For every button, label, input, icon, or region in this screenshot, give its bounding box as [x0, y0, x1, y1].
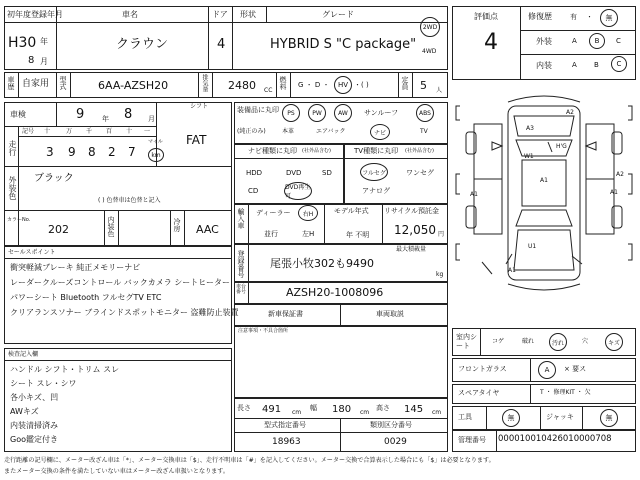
- management-value: 000010010426010000708: [498, 434, 612, 444]
- diagram-label-a3: A3: [526, 125, 534, 132]
- int-grade: B: [594, 61, 599, 69]
- tools-value: 無: [507, 414, 515, 422]
- nav-item-text: DVD再生可: [285, 184, 311, 200]
- length-unit: cm: [292, 409, 302, 416]
- equipment-item: エアバック: [316, 128, 346, 135]
- first-reg-year-unit: 年: [40, 37, 48, 46]
- ext-grade: A: [572, 37, 577, 45]
- front-glass-label: フロントガラス: [458, 365, 507, 373]
- sales-point-line: 衝突軽減ブレーキ 純正メモリーナビ: [10, 263, 141, 272]
- recycle-unit: 円: [438, 231, 445, 238]
- mileage-unit-mile: マイル: [148, 139, 163, 145]
- sales-point-line: レーダークルーズコントロール バックカメラ シートヒーター: [10, 278, 230, 287]
- inspector-line: ハンドル シフト・トリム スレ: [10, 365, 120, 374]
- model-year-unknown: 年 不明: [346, 231, 370, 239]
- drive-4wd-text: 4WD: [422, 48, 437, 55]
- length-label: 長さ: [237, 404, 251, 412]
- equipment-item: [334, 104, 352, 122]
- recycle-label: リサイクル預託金: [384, 207, 440, 215]
- mileage-digit-header: 十: [44, 128, 51, 135]
- diagram-label-a1-right: A1: [610, 189, 618, 196]
- equipment-item-text: AW: [338, 109, 348, 117]
- category-label: 類別区分番号: [370, 421, 412, 429]
- mileage-digit: 8: [88, 145, 96, 159]
- equipment-item: サンルーフ: [364, 109, 399, 117]
- inspector-line: 各小キズ、凹: [10, 393, 59, 402]
- import-right: 右H: [302, 210, 314, 218]
- color-no-value: 202: [48, 223, 69, 236]
- equipment-item: [370, 124, 390, 140]
- color-no-label: カラーNo.: [7, 217, 31, 223]
- height-unit: cm: [432, 409, 442, 416]
- seat-item: [605, 333, 623, 351]
- seat-item: 穴: [582, 338, 589, 345]
- nav-item: HDD: [246, 169, 263, 177]
- capacity-unit: 人: [436, 87, 443, 94]
- equipment-sublabel: (純正のみ): [237, 128, 266, 135]
- inspection-year: 9: [76, 107, 85, 122]
- ext-grade: [589, 33, 605, 49]
- width-label: 幅: [310, 404, 317, 412]
- tv-item: [360, 163, 388, 181]
- plate-value: 尾張小牧302も9490: [270, 257, 374, 270]
- model-year-label: モデル年式: [334, 207, 369, 215]
- equipment-item: [308, 104, 326, 122]
- repair-sep: ・: [586, 13, 593, 21]
- repair-yes: 有: [570, 13, 577, 21]
- tools-none-circle: [502, 409, 520, 427]
- height-value: 145: [404, 404, 424, 415]
- sales-points-label: セールスポイント: [8, 249, 56, 256]
- vehicle-use-value: 自家用: [22, 79, 50, 89]
- tv-note: (社外品含む): [405, 148, 434, 154]
- front-glass-ok: A: [544, 366, 550, 374]
- equipment-item-text: PW: [312, 109, 322, 117]
- mileage-digit: 7: [128, 145, 136, 159]
- ext-grade-text: B: [594, 37, 600, 45]
- nav-item: DVD: [286, 169, 302, 177]
- diagram-label-a1-mid: A1: [540, 177, 548, 184]
- jack-none-circle: [600, 409, 618, 427]
- inspection-year-unit: 年: [102, 115, 109, 123]
- displacement-label: 排気量: [201, 74, 208, 92]
- fuel-other: ・( ): [354, 81, 369, 89]
- nav-item: SD: [322, 169, 332, 177]
- import-dealer: ディーラー: [256, 209, 291, 217]
- interior-seat-label: 室内シート: [456, 333, 477, 351]
- height-label: 高さ: [376, 404, 390, 412]
- mileage-digit: 3: [46, 145, 54, 159]
- tools-label: 工具: [458, 413, 472, 421]
- drive-2wd-text: 2WD: [422, 23, 438, 31]
- cc-unit: CC: [264, 87, 273, 94]
- first-reg-month: 8: [28, 55, 35, 66]
- vehicle-history-label: 車歴: [7, 76, 15, 90]
- equipment-item: [282, 104, 300, 122]
- ext-label: 外装: [536, 37, 552, 46]
- plate-label: 登録番号: [237, 250, 245, 278]
- mileage-digit: 2: [108, 145, 116, 159]
- mileage-digit-header: 千: [86, 128, 93, 135]
- mileage-digit: 9: [68, 145, 76, 159]
- drive-2wd-circle: [420, 17, 440, 37]
- import-right-circle: [298, 205, 318, 221]
- max-load-label: 最大積載量: [396, 246, 427, 253]
- repair-label: 修復歴: [528, 12, 552, 21]
- shift-value: FAT: [186, 133, 207, 147]
- int-grade-text: C: [616, 60, 622, 68]
- fuel-hv-circle: [334, 76, 352, 94]
- capacity-label: 定員: [401, 76, 409, 90]
- mileage-digit-header: 万: [66, 128, 73, 135]
- exterior-label: 外装色: [8, 176, 17, 200]
- import-left: 左H: [302, 230, 315, 238]
- seat-item: 破れ: [522, 338, 535, 345]
- ext-grade: C: [616, 37, 621, 45]
- jack-value: 無: [605, 414, 613, 422]
- warranty-block: [234, 304, 448, 326]
- type-designation-value: 18963: [272, 437, 301, 447]
- displacement-value: 2480: [228, 79, 256, 92]
- interior-color-label: 内装色: [107, 216, 115, 237]
- shape-label: 形状: [240, 10, 256, 19]
- model-value: 6AA-AZSH20: [98, 79, 169, 92]
- diagram-label-a2-top: A2: [566, 109, 574, 116]
- equipment-label: 装備品に丸印: [237, 106, 279, 114]
- inspector-line: AWキズ: [10, 407, 39, 416]
- equipment-item-text: PS: [287, 109, 295, 117]
- exterior-note: ( ) 色替車は色替と記入: [98, 197, 161, 204]
- grade-eval-score: 4: [484, 30, 498, 55]
- equipment-item-text: ABS: [419, 109, 431, 117]
- tv-label: TV種類に丸印: [354, 147, 399, 155]
- mileage-label: 走行: [8, 140, 17, 156]
- car-damage-diagram: [452, 84, 636, 324]
- model-label: 型式: [59, 76, 67, 90]
- management-label: 管理番号: [458, 436, 486, 444]
- footer-line-2: またメーター交換の条件を満たしていない車はメーター改ざん車扱いとなります。: [4, 468, 229, 475]
- fuel-label: 燃料: [279, 76, 287, 90]
- front-glass-ok-circle: [538, 361, 556, 379]
- notes-label: 注意事項・不具合箇所: [238, 328, 289, 334]
- mileage-unit-km-circle: [148, 148, 164, 162]
- tv-item: アナログ: [362, 187, 390, 195]
- nav-note: (社外品含む): [302, 148, 331, 154]
- aircon-label: 冷房: [173, 218, 181, 232]
- diagram-label-u1: U1: [528, 243, 537, 250]
- type-designation-label: 型式指定番号: [264, 421, 306, 429]
- car-name-value: クラウン: [116, 37, 169, 52]
- import-parallel: 並行: [264, 230, 278, 238]
- nav-item: [284, 182, 312, 200]
- mileage-digit-header: 記号: [22, 128, 35, 135]
- width-unit: cm: [360, 409, 370, 416]
- fuel-hv-text: HV: [337, 81, 349, 89]
- mileage-digit-header: 一: [144, 128, 151, 135]
- doors-value: 4: [217, 37, 226, 52]
- repair-no-circle: [600, 9, 618, 27]
- capacity-value: 5: [420, 79, 427, 92]
- aircon-value: AAC: [196, 223, 219, 236]
- seat-item: [549, 333, 567, 351]
- recycle-value: 12,050: [394, 223, 436, 237]
- inspector-line: シート スレ・シワ: [10, 379, 77, 388]
- equipment-item: 本革: [282, 128, 295, 135]
- equipment-item: [416, 104, 434, 122]
- mileage-digit-header: 百: [106, 128, 113, 135]
- front-glass-replace: × 要ス: [564, 365, 587, 373]
- repair-no: 無: [605, 14, 613, 22]
- equipment-item: TV: [420, 128, 428, 135]
- seat-item-text: キズ: [608, 339, 620, 347]
- category-value: 0029: [384, 437, 407, 447]
- sales-point-line: クリアランスソナー ブラインドスポットモニター 盗難防止装置: [10, 308, 239, 317]
- chassis-value: AZSH20-1008096: [286, 286, 384, 299]
- nav-item: CD: [248, 187, 259, 195]
- grade-value: HYBRID S "C package": [270, 37, 417, 52]
- footer-line-1: 走行距離の記号欄に、メーター改ざん車は「*」、メーター交換車は「$」、走行不明車は「#」を記入してください。メーター交換で合算表示した場合にも「$」は必要となります。: [4, 457, 495, 464]
- diagram-label-a2-right: A2: [616, 171, 624, 178]
- grade-eval-label: 評価点: [474, 12, 498, 21]
- int-grade: A: [572, 61, 577, 69]
- fuel-options: G ・ D ・: [298, 81, 330, 89]
- notes-block: [234, 326, 448, 398]
- int-grade: [611, 56, 627, 72]
- warranty-manual: 車両取説: [376, 310, 404, 318]
- mileage-digit-header: 十: [126, 128, 133, 135]
- shift-label: シフト: [190, 103, 209, 110]
- sales-point-line: パワーシート Bluetooth フルセグTV ETC: [10, 293, 162, 302]
- inspection-month-unit: 月: [148, 115, 155, 123]
- diagram-label-hg: H'G: [556, 143, 567, 150]
- int-label: 内装: [536, 61, 552, 70]
- max-load-unit: kg: [436, 271, 444, 278]
- inspection-label: 車検: [10, 110, 26, 119]
- spare-label: スペアタイヤ: [458, 389, 500, 397]
- first-reg-month-unit: 月: [40, 57, 48, 66]
- car-name-label: 車名: [122, 10, 138, 19]
- diagram-label-a1-bottom: A1: [508, 267, 516, 274]
- first-reg-year: H30: [8, 35, 37, 51]
- equipment-item-text: ナビ: [373, 129, 386, 137]
- length-value: 491: [262, 404, 282, 415]
- diagram-label-a1-left: A1: [470, 191, 478, 198]
- doors-label: ドア: [212, 10, 228, 19]
- chassis-label: 車台番号: [236, 284, 247, 295]
- tv-item-text: フルセグ: [362, 169, 386, 177]
- inspector-label: 検査記入欄: [8, 351, 39, 358]
- inspector-line: Goo鑑定付き: [10, 435, 58, 444]
- seat-item-text: 汚れ: [551, 339, 564, 347]
- exterior-color: ブラック: [34, 173, 74, 184]
- import-label: 輸入車: [237, 208, 245, 229]
- first-reg-label: 初年度登録年月: [7, 10, 63, 19]
- inspection-month: 8: [124, 107, 133, 122]
- warranty-new: 新車保証書: [268, 310, 303, 318]
- jack-label: ジャッキ: [546, 413, 574, 421]
- grade-label: グレード: [322, 10, 354, 19]
- tv-item: ワンセグ: [406, 169, 434, 177]
- nav-label: ナビ種類に丸印: [248, 147, 297, 155]
- diagram-label-w1: W1: [524, 153, 534, 160]
- inspector-line: 内装清掃済み: [10, 421, 58, 430]
- seat-item: コゲ: [492, 338, 505, 345]
- width-value: 180: [332, 404, 352, 415]
- mileage-unit-km: km: [151, 151, 161, 159]
- spare-items: T ・ 修理KIT ・ 欠: [540, 389, 591, 396]
